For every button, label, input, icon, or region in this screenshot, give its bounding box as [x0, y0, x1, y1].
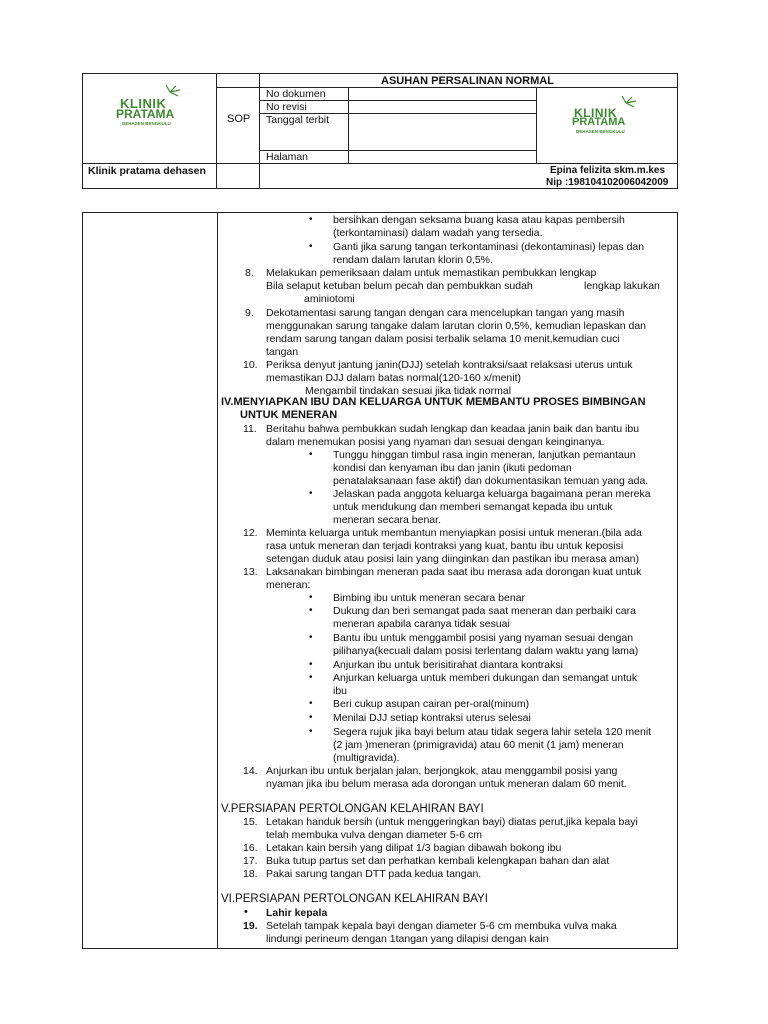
logo-text-pratama: PRATAMA [572, 116, 626, 128]
list-item: • Bantu ibu untuk menggambil posisi yang nyaman sesuai dengan [333, 632, 633, 644]
list-item: Letakan kain bersih yang dilipat 1/3 bagian dibawah bokong ibu [266, 842, 562, 854]
step-number: 18. [243, 868, 258, 880]
field-no-dokumen: No dokumen [266, 88, 326, 100]
section-heading: V.PERSIAPAN PERTOLONGAN KELAHIRAN BAYI [221, 803, 484, 815]
list-item: • Menilai DJJ setiap kontraksi uterus selesai [333, 712, 531, 724]
field-tanggal-terbit: Tanggal terbit [266, 114, 330, 126]
list-item: kondisi dan kenyaman ibu dan janin (ikuti pedoman [333, 462, 572, 474]
list-item: ibu [333, 685, 348, 697]
list-item: memastikan DJJ dalam batas normal(120-160 x/menit) [266, 372, 522, 384]
step-number: 9. [245, 307, 254, 319]
list-item: Mengambil tindakan sesuai jika tidak normal [305, 385, 512, 397]
list-item: Melakukan pemeriksaan dalam untuk memastikan pembukkan lengkap [266, 267, 597, 279]
list-item: Laksanakan bimbingan meneran pada saat ibu merasa ada dorongan kuat untuk [266, 566, 642, 578]
list-item: • Bimbing ibu untuk meneran secara benar [333, 592, 525, 604]
signatory-nip: Nip :198104102006042009 [546, 177, 669, 188]
list-item: untuk mendukung dan memberi semangat kepada ibu untuk [333, 501, 613, 513]
list-item: menggunakan sarung tangake dalam larutan clorin 0,5%, kemudian lepaskan dan [266, 320, 646, 332]
list-item: • Jelaskan pada anggota keluarga keluarga bagaimana peran mereka [333, 488, 651, 500]
clinic-logo-left [92, 82, 192, 140]
step-number: 17. [243, 855, 258, 867]
document-title: ASUHAN PERSALINAN NORMAL [381, 75, 554, 87]
list-item: telah membuka vulva dengan diameter 5-6 cm [266, 829, 482, 841]
logo-text-sub: DEHASEN BENGKULU [122, 121, 171, 126]
list-item: • Tunggu hinggan timbul rasa ingin meneran, lanjutkan pemantaun [333, 449, 636, 461]
field-halaman: Halaman [266, 151, 309, 163]
list-item: • Anjurkan ibu untuk berisitirahat diantara kontraksi [333, 659, 563, 671]
step-number: 10. [243, 359, 258, 371]
list-item: aminiotomi [304, 293, 355, 305]
list-item: Letakan handuk bersih (untuk menggeringkan bayi) diatas perut,jika kepala bayi [266, 816, 638, 828]
logo-text-klinik: KLINIK [120, 96, 167, 111]
list-item: • Beri cukup asupan cairan per-oral(minum) [333, 698, 529, 710]
section-heading: UNTUK MENERAN [240, 409, 338, 421]
list-item: meneran apabila caranya tidak sesuai [333, 618, 510, 630]
list-item: Dekotamentasi sarung tangan dengan cara mencelupkan tangan yang masih [266, 307, 625, 319]
step-number: 13. [243, 566, 258, 578]
field-no-revisi: No revisi [266, 101, 307, 113]
list-item: Pakai sarung tangan DTT pada kedua tangan. [266, 868, 482, 880]
list-item: lindungi perineum dengan 1tangan yang dilapisi dengan kain [266, 933, 549, 945]
step-number: 15. [243, 816, 258, 828]
list-item: • Ganti jika sarung tangan terkontaminasi (dekontaminasi) lepas dan [333, 241, 644, 253]
list-item: meneran secara benar. [333, 514, 441, 526]
list-item: penatalaksanaan fase aktif) dan dokumentasikan temuan yang ada. [333, 475, 649, 487]
list-item: (terkontaminasi) dalam wadah yang tersedia. [333, 227, 543, 239]
list-item: (2 jam )meneran (primigravida) atau 60 menit (1 jam) meneran [333, 739, 624, 751]
list-item: Setelah tampak kepala bayi dengan diameter 5-6 cm membuka vulva maka [266, 920, 617, 932]
list-item: setengan duduk atau posisi lain yang diinginkan dan pastikan ibu merasa aman) [266, 553, 639, 565]
list-item: dalam menemukan posisi yang nyaman dan sesuai dengan keinginanya. [266, 436, 605, 448]
signatory-name: Epina felizita skm.m.kes [550, 165, 666, 176]
logo-text-sub: DEHASEN BENGKULU [576, 129, 625, 134]
step-number: 11. [243, 423, 257, 435]
list-item: (multigravida). [333, 752, 400, 764]
list-item: • Anjurkan keluarga untuk memberi dukungan dan semangat untuk [333, 672, 637, 684]
clinic-logo-right [548, 93, 648, 151]
list-item: Lahir kepala [266, 907, 328, 919]
logo-text-klinik: KLINIK [574, 106, 617, 120]
list-item: pilihanya(kecuali dalam posisi terlentang dalam waktu yang lama) [333, 645, 639, 657]
list-item: nyaman jika ibu belum merasa ada dorongan untuk meneran dalam 60 menit. [266, 778, 627, 790]
section-heading: IV.MENYIAPKAN IBU DAN KELUARGA UNTUK MEMBANTU PROSES BIMBINGAN [221, 396, 646, 408]
logo-text-pratama: PRATAMA [116, 107, 175, 121]
list-item: tangan [266, 346, 299, 358]
step-number: 16. [243, 842, 258, 854]
list-item: Periksa denyut jantung janin(DJJ) setelah kontraksi/saat relaksasi uterus untuk [266, 359, 633, 371]
list-item: • Segera rujuk jika bayi belum atau tidak segera lahir setela 120 menit [333, 726, 651, 738]
list-item: • bersihkan dengan seksama buang kasa atau kapas pembersih [333, 214, 625, 226]
list-item: Meminta keluarga untuk membantun menyiapkan posisi untuk meneran.(bila ada [266, 527, 642, 539]
list-item: Beritahu bahwa pembukkan sudah lengkap dan keadaa janin baik dan bantu ibu [266, 423, 640, 435]
list-item: rendam dalam larutan klorin 0,5%. [333, 254, 493, 266]
clinic-name: Klinik pratama dehasen [88, 165, 206, 177]
procedure-left-column [82, 212, 218, 949]
list-item: rasa untuk meneran dan terjadi kontraksi yang kuat, bantu ibu untuk keposisi [266, 540, 624, 552]
list-item: Buka tutup partus set dan perhatkan kembali kelengkapan bahan dan alat [266, 855, 610, 867]
sop-label: SOP [227, 113, 251, 125]
list-item: Bila selaput ketuban belum pecah dan pembukkan sudah [266, 280, 533, 292]
list-item: • Dukung dan beri semangat pada saat meneran dan perbaiki cara [333, 605, 636, 617]
list-item: lengkap lakukan [584, 280, 660, 292]
step-number: 12. [243, 527, 258, 539]
step-number: 8. [245, 267, 254, 279]
list-item: rendam sarung tangan dalam posisi terbalik selama 10 menit,kemudian cuci [266, 333, 620, 345]
list-item: Anjurkan ibu untuk berjalan jalan, berjongkok, atau menggambil posisi yang [266, 765, 618, 777]
step-number: 14. [243, 765, 258, 777]
section-heading: VI.PERSIAPAN PERTOLONGAN KELAHIRAN BAYI [221, 893, 488, 905]
step-number: 19. [243, 920, 258, 932]
bullet-icon: • [244, 906, 248, 918]
list-item: meneran: [266, 579, 311, 591]
